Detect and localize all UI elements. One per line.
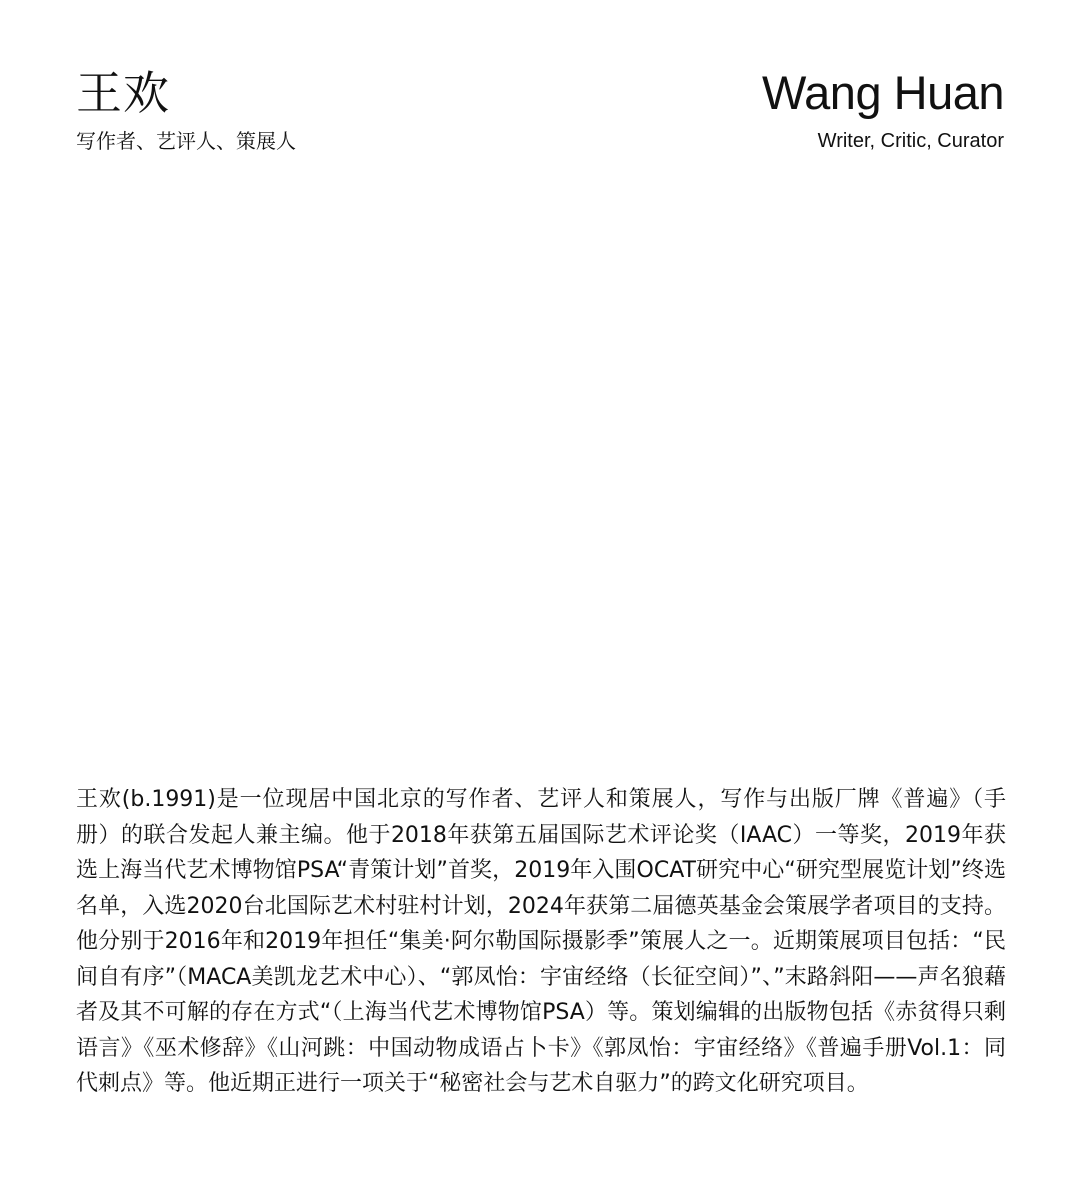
header-chinese xyxy=(76,62,296,156)
role-english: Writer, Critic, Curator xyxy=(817,130,1004,152)
name-chinese: 王欢 xyxy=(76,66,170,120)
biography-paragraph: 王欢(b.1991)是一位现居中国北京的写作者、艺评人和策展人，写作与出版厂牌《普遍》（手册）的联合发起人兼主编。他于2018年获第五届国际艺术评论奖（IAAC）一等奖，2019年获选上海当代艺术博物馆PSA“青策计划”首奖，2019年入围OCAT研究中心“研究型展览计划”终选名单，入选2020台北国际艺术村驻村计划，2024年获第二届德英基金会策展学者项目的支持。他分别于2016年和2019年担任“集美·阿尔勒国际摄影季”策展人之一。近期策展项目包括：“民间自有序”（MACA美凯龙艺术中心）、“郭凤怡：宇宙经络（长征空间）”、”末路斜阳——声名狼藉者及其不可解的存在方式“（上海当代艺术博物馆PSA）等。策划编辑的出版物包括《赤贫得只剩语言》《巫术修辞》《山河跳：中国动物成语占卜卡》《郭凤怡：宇宙经络》《普遍手册Vol.1：同代刺点》等。他近期正进行一项关于“秘密社会与艺术自驱力”的跨文化研究项目。 xyxy=(76,787,1006,1096)
header-english xyxy=(762,62,1004,156)
name-english: Wang Huan xyxy=(762,66,1004,119)
header xyxy=(76,62,1004,162)
role-chinese: 写作者、艺评人、策展人 xyxy=(76,129,296,153)
